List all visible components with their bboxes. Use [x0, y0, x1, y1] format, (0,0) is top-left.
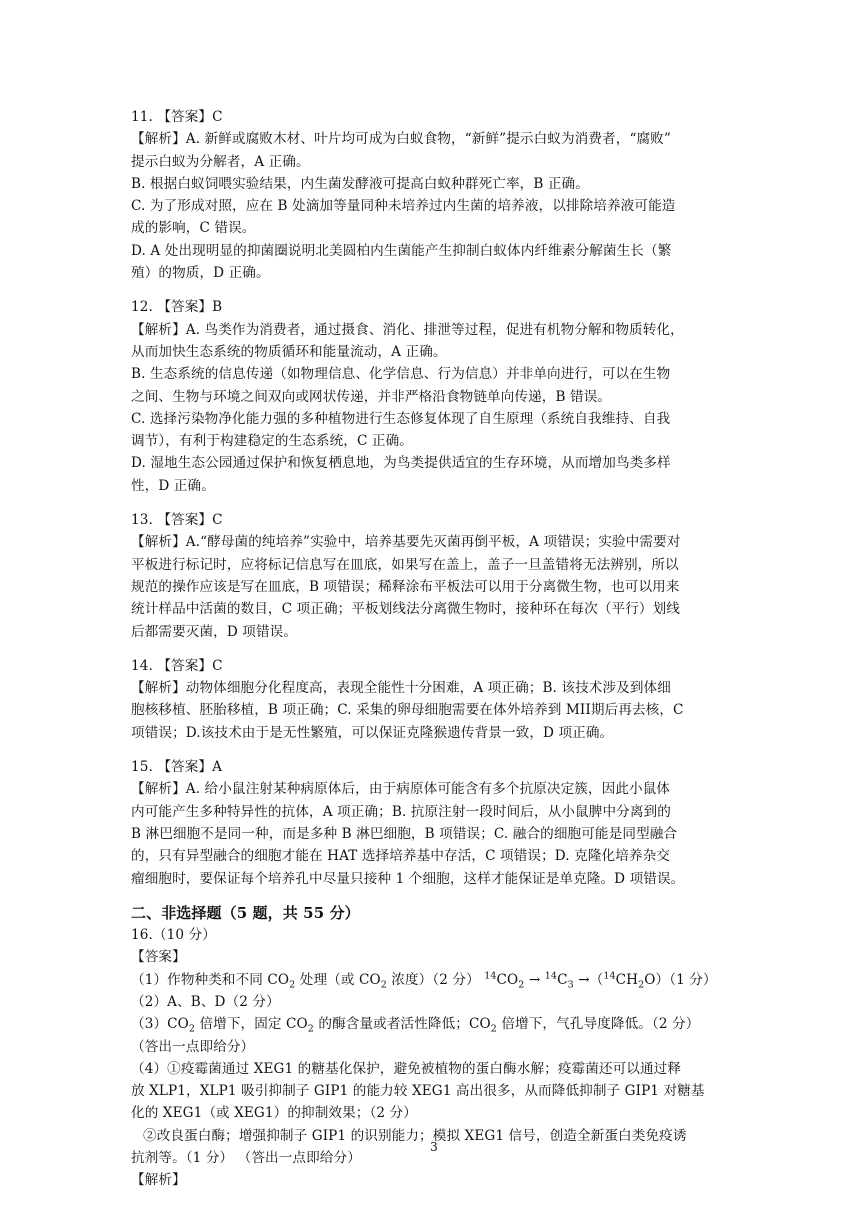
text-run: （1）作物种类和不同 CO: [131, 971, 290, 988]
analysis-line: 内可能产生多种特异性的抗体，A 项正确；B. 抗原注射一段时间后，从小鼠脾中分离到的: [131, 803, 671, 820]
scoring-note: （答出一点即给分）: [131, 1038, 255, 1055]
answer-line: 14. 【答案】C: [131, 657, 223, 674]
analysis-line: D. 湿地生态公园通过保护和恢复栖息地，为鸟类提供适宜的生存环境，从而增加鸟类多样: [131, 455, 671, 472]
text-run: （3）CO: [131, 1016, 189, 1033]
analysis-line: 从而加快生态系统的物质循环和能量流动，A 正确。: [131, 343, 447, 360]
subscript: 2: [638, 979, 645, 991]
analysis-line: 成的影响，C 错误。: [131, 220, 256, 237]
answer-content: [131, 106, 741, 1204]
superscript: 14: [484, 970, 497, 982]
answer-part-3: [131, 1013, 741, 1035]
analysis-line: 瘤细胞时，要保证每个培养孔中尽量只接种 1 个细胞，这样才能保证是单克隆。D 项错误。: [131, 870, 685, 887]
subscript: 2: [490, 1024, 497, 1035]
analysis-line: 的，只有异型融合的细胞才能在 HAT 选择培养基中存活，C 项错误；D. 克隆化培养杂交: [131, 848, 670, 865]
question-title: 16.（10 分）: [131, 927, 216, 944]
answer-label: 【答案】: [131, 949, 186, 966]
analysis-line: C. 为了形成对照，应在 B 处滴加等量同种未培养过内生菌的培养液，以排除培养液可能造: [131, 198, 676, 215]
analysis-line: C. 选择污染物净化能力强的多种植物进行生态修复体现了自生原理（系统自我维持、自我: [131, 410, 671, 427]
analysis-line: B 淋巴细胞不是同一种，而是多种 B 淋巴细胞，B 项错误；C. 融合的细胞可能是同型融合: [131, 825, 678, 842]
question-12: [131, 296, 741, 497]
text-run: O）（1 分）: [644, 971, 717, 988]
analysis-line: 平板进行标记时，应将标记信息写在皿底，如果写在盖上，盖子一旦盖错将无法辨别，所以: [131, 556, 679, 573]
analysis-line: 调节），有利于构建稳定的生态系统，C 正确。: [131, 433, 413, 450]
text-run: 处理（或 CO: [295, 971, 381, 988]
analysis-line: 胞核移植、胚胎移植，B 项正确；C. 采集的卵母细胞需要在体外培养到 MII期后再去核，C: [131, 702, 684, 719]
analysis-line: D. A 处出现明显的抑菌圈说明北美圆柏内生菌能产生抑制白蚁体内纤维素分解菌生长（繁: [131, 242, 672, 259]
analysis-line: 统计样品中活菌的数目，C 项正确；平板划线法分离微生物时，接种环在每次（平行）划线: [131, 601, 680, 618]
question-15: [131, 756, 741, 890]
subscript: 3: [567, 979, 574, 991]
analysis-line: 殖）的物质，D 正确。: [131, 265, 270, 282]
answer-part-4-line: 化的 XEG1（或 XEG1）的抑制效果；（2 分）: [131, 1105, 417, 1122]
analysis-line: 提示白蚁为分解者，A 正确。: [131, 153, 310, 170]
text-run: 倍增下，固定 CO: [195, 1016, 308, 1033]
text-run: 倍增下，气孔导度降低。（2 分）: [496, 1016, 700, 1033]
question-11: [131, 106, 741, 284]
text-run: →: [524, 971, 545, 988]
answer-line: 15. 【答案】A: [131, 759, 223, 776]
answer-line: 12. 【答案】B: [131, 299, 223, 316]
analysis-line: 之间、生物与环境之间双向或网状传递，并非严格沿食物链单向传递，B 错误。: [131, 388, 612, 405]
page-number: 3: [430, 1140, 438, 1154]
text-run: CO: [496, 971, 519, 988]
analysis-line: 性，D 正确。: [131, 477, 215, 494]
subscript: 2: [380, 979, 387, 991]
text-run: CH: [615, 971, 639, 988]
text-run: 的酶含量或者活性降低；CO: [313, 1016, 491, 1033]
superscript: 14: [544, 970, 558, 982]
question-13: [131, 509, 741, 643]
subscript: 2: [188, 1024, 196, 1035]
subscript: 2: [307, 1024, 314, 1035]
analysis-line: 【解析】A. 给小鼠注射某种病原体后，由于病原体可能含有多个抗原决定簇，因此小鼠体: [131, 781, 671, 798]
text-run: C: [557, 971, 568, 988]
answer-part-4b-line: 抗剂等。（1 分） （答出一点即给分）: [131, 1150, 361, 1167]
answer-part-4-line: 放 XLP1，XLP1 吸引抑制子 GIP1 的能力较 XEG1 高出很多，从而降低抑制子 GIP1 对糖基: [131, 1083, 705, 1100]
question-14: [131, 655, 741, 744]
superscript: 14: [603, 970, 616, 982]
analysis-line: B. 根据白蚁饲喂实验结果，内生菌发酵液可提高白蚁种群死亡率，B 正确。: [131, 175, 589, 192]
answer-line: 13. 【答案】C: [131, 512, 223, 529]
analysis-label: 【解析】: [131, 1172, 186, 1189]
answer-line: 11. 【答案】C: [131, 109, 223, 125]
analysis-line: 【解析】A. 鸟类作为消费者，通过摄食、消化、排泄等过程，促进有机物分解和物质转化，: [131, 321, 684, 338]
subscript: 2: [289, 979, 296, 991]
analysis-line: 规范的操作应该是写在皿底，B 项错误；稀释涂布平板法可以用于分离微生物，也可以用来: [131, 578, 680, 595]
analysis-line: 【解析】动物体细胞分化程度高，表现全能性十分困难，A 项正确；B. 该技术涉及到体细: [131, 680, 671, 697]
answer-part-2: （2）A、B、D（2 分）: [131, 993, 280, 1010]
answer-part-4-line: （4）①疫霉菌通过 XEG1 的糖基化保护，避免被植物的蛋白酶水解；疫霉菌还可以通过释: [131, 1060, 682, 1077]
text-run: 浓度）（2 分）: [386, 971, 485, 988]
section-heading: 二、非选择题（5 题，共 55 分）: [131, 903, 360, 922]
subscript: 2: [518, 979, 525, 991]
analysis-line: B. 生态系统的信息传递（如物理信息、化学信息、行为信息）并非单向进行，可以在生物: [131, 366, 671, 383]
analysis-line: 【解析】A.“酵母菌的纯培养”实验中，培养基要先灭菌再倒平板，A 项错误；实验中需要对: [131, 534, 681, 551]
analysis-line: 后都需要灭菌，D 项错误。: [131, 623, 298, 640]
answer-part-4b-line: ②改良蛋白酶；增强抑制子 GIP1 的识别能力；模拟 XEG1 信号，创造全新蛋白类免疫诱: [143, 1127, 687, 1144]
answer-part-1: [131, 969, 741, 991]
text-run: →（: [573, 971, 604, 988]
analysis-line: 【解析】A. 新鲜或腐败木材、叶片均可成为白蚁食物，“新鲜”提示白蚁为消费者，“腐败”: [131, 131, 671, 148]
analysis-line: 项错误；D.该技术由于是无性繁殖，可以保证克隆猴遗传背景一致，D 项正确。: [131, 724, 614, 741]
